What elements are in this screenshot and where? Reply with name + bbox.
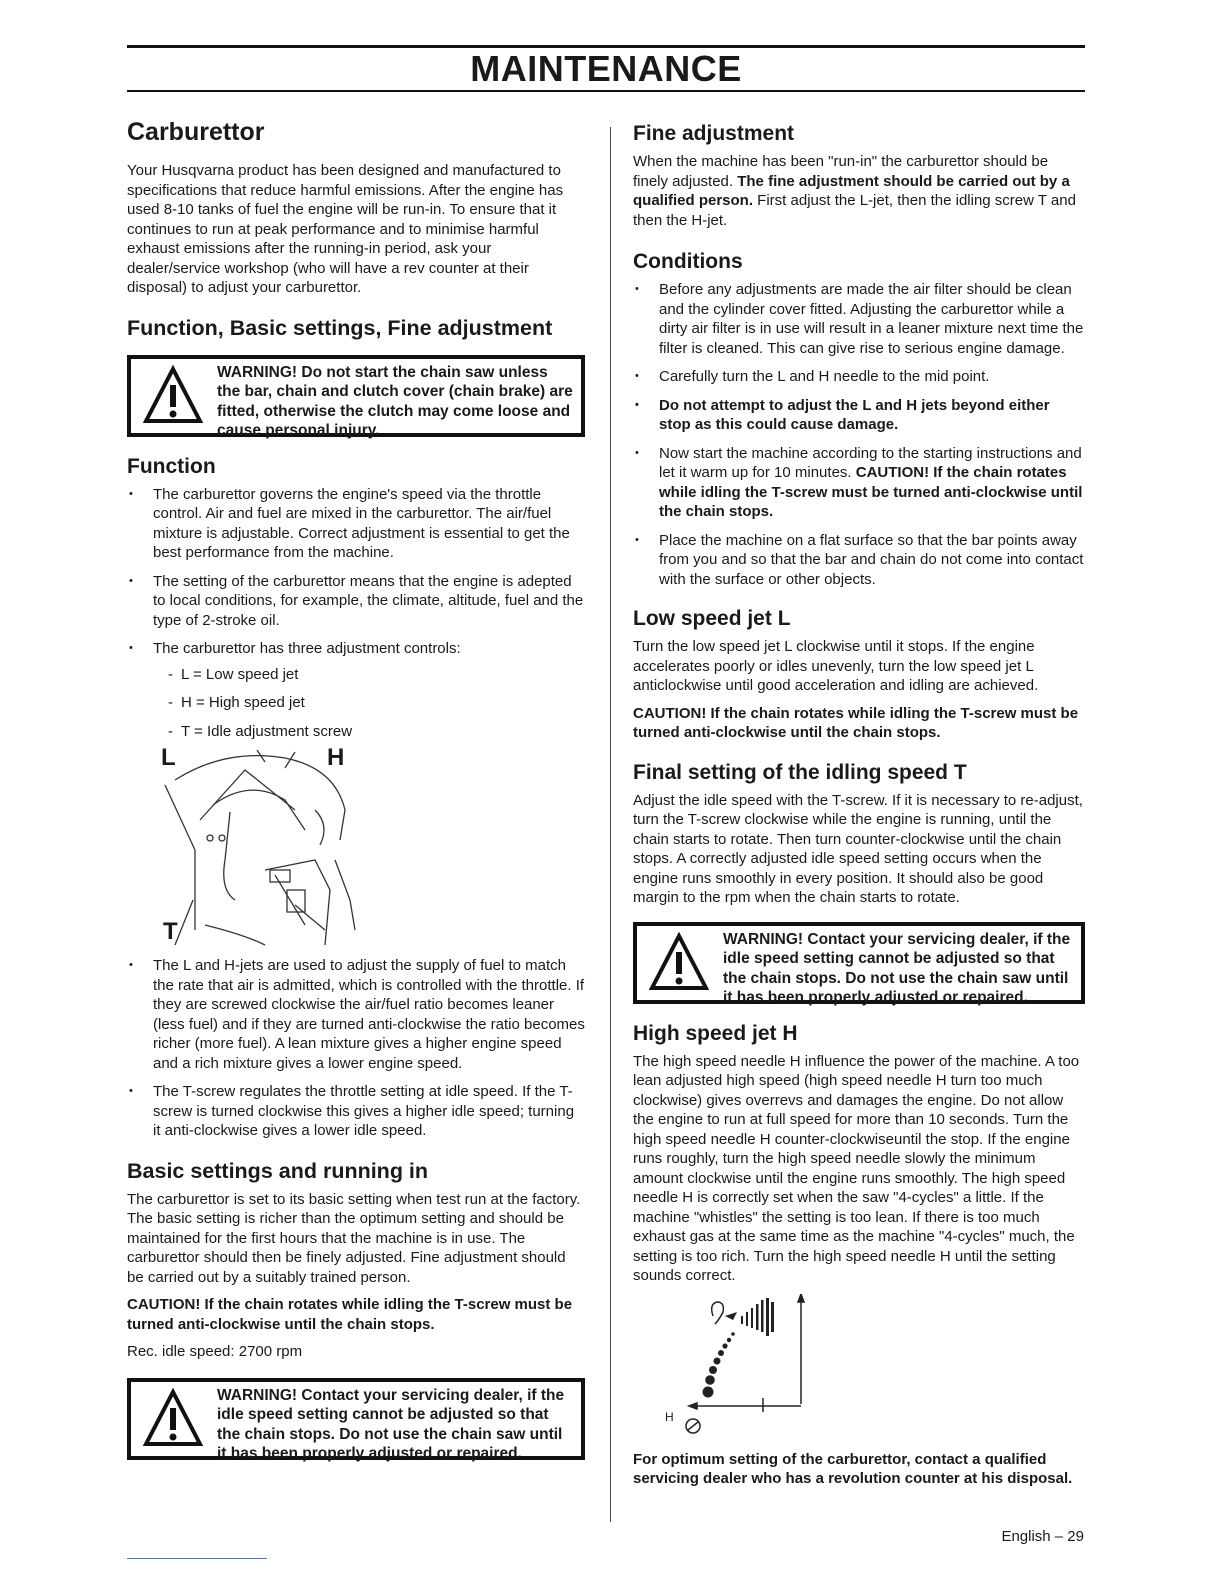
left-column [127, 118, 585, 1474]
page-title: MAINTENANCE [470, 48, 742, 89]
controls-list [153, 665, 585, 742]
low-speed-text: Turn the low speed jet L clockwise until it stops. If the engine accelerates poorly or idles unevenly, turn the low speed jet L anticlockwise until good acceleration and idling are achieved. [633, 638, 1039, 694]
page-number: English – 29 [1001, 1528, 1084, 1545]
carburettor-heading: Carburettor [127, 118, 265, 146]
basic-caution: CAUTION! If the chain rotates while idling the T-screw must be turned anti-clockwise until the chain stops. [127, 1296, 573, 1333]
sound-adjustment-drawing [653, 1294, 853, 1444]
list-item: • The L and H-jets are used to adjust the supply of fuel to match the rate that air is admitted, which is controlled with the throttle. If they are screwed clockwise the air/fuel ratio becomes leaner (less fuel) and if they are turned anti-clockwise the ratio becomes richer (more fuel). A lean mixture gives a higher engine speed and a rich mixture gives a lower engine speed. [127, 956, 585, 1073]
rpm-dots [703, 1332, 735, 1397]
warning-box-idle [127, 1378, 585, 1460]
function-basic-fine-heading: Function, Basic settings, Fine adjustment [127, 315, 553, 340]
list-item-text: Now start the machine according to the starting instructions and let it warm up for 10 minutes. [659, 444, 1082, 481]
low-speed-heading: Low speed jet L [633, 607, 791, 630]
basic-settings-heading: Basic settings and running in [127, 1158, 429, 1183]
carburettor-figure [127, 744, 585, 950]
final-note: For optimum setting of the carburettor, contact a qualified servicing dealer who has a revolution counter at his disposal. [633, 1450, 1073, 1487]
conditions-heading: Conditions [633, 250, 743, 273]
list-item [127, 639, 585, 741]
function-heading: Function [127, 454, 216, 478]
high-speed-figure [633, 1294, 1085, 1446]
list-item: • Before any adjustments are made the air filter should be clean and the cylinder cover fitted. Adjusting the carburettor while a dirty air filter is in use will result in a leaner mixture next time the filter is cleaned. This can give rise to serious engine damage. [633, 280, 1085, 358]
list-item: • The setting of the carburettor means that the engine is adepted to local conditions, for example, the climate, altitude, fuel and the type of 2-stroke oil. [127, 572, 585, 631]
fine-adjustment-text [633, 152, 1085, 230]
figure-label-l: L [161, 744, 176, 771]
list-item [633, 444, 1085, 522]
function-list [127, 485, 585, 742]
warning-text: WARNING! Do not start the chain saw unless the bar, chain and clutch cover (chain brake) are fitted, otherwise the clutch may come loose and cause personal injury. [217, 363, 573, 439]
warning-box-start [127, 355, 585, 437]
fine-text-part: When the machine has been "run-in" the carburettor should be finely adjusted. [633, 153, 1049, 190]
list-item-text: The carburettor has three adjustment controls: [153, 640, 461, 657]
warning-triangle-icon [649, 932, 709, 992]
fine-text-bold: The fine adjustment should be carried out by a qualified person. [633, 172, 1070, 209]
warning-triangle-icon [143, 1388, 203, 1448]
list-item: • Do not attempt to adjust the L and H jets beyond either stop as this could cause damage. [633, 396, 1085, 435]
fine-text-part: First adjust the L-jet, then the idling screw T and then the H-jet. [633, 192, 1076, 229]
warning-triangle-icon [143, 365, 203, 425]
sound-wave-icon [725, 1298, 774, 1336]
list-item: - T = Idle adjustment screw [153, 722, 585, 742]
carburettor-drawing [155, 750, 385, 950]
figure-label-h: H [665, 1409, 674, 1424]
warning-box-idle-right [633, 922, 1085, 1004]
carburettor-intro: Your Husqvarna product has been designed and manufactured to specifications that reduce harmful emissions. After the engine has used 8-10 tanks of fuel the engine will be run-in. To ensure that it continues to run at peak performance and to minimise harmful exhaust emissions after the running-in period, ask your dealer/service workshop (who will have a rev counter at their disposal) to adjust your carburettor. [127, 162, 564, 296]
ear-icon [712, 1302, 724, 1324]
list-item: • Carefully turn the L and H needle to the mid point. [633, 367, 1085, 387]
basic-settings-text: The carburettor is set to its basic setting when test run at the factory. The basic setting is richer than the optimum setting and should be maintained for the first hours that the machine is in use. The carburettor should then be finely adjusted. Fine adjustment should be carried out by a suitably trained person. [127, 1190, 581, 1286]
list-item: - L = Low speed jet [153, 665, 585, 685]
right-column [633, 118, 1085, 1497]
column-divider [610, 127, 611, 1522]
low-speed-caution: CAUTION! If the chain rotates while idling the T-screw must be turned anti-clockwise until the chain stops. [633, 704, 1079, 741]
jets-list [127, 956, 585, 1141]
figure-label-t: T [163, 918, 178, 945]
warning-text: WARNING! Contact your servicing dealer, if the idle speed setting cannot be adjusted so that the chain stops. Do not use the chain saw until it has been properly adjusted or repaired. [723, 930, 1071, 1006]
list-item: - H = High speed jet [153, 693, 585, 713]
conditions-list [633, 280, 1085, 589]
warning-text: WARNING! Contact your servicing dealer, if the idle speed setting cannot be adjusted so that the chain stops. Do not use the chain saw until it has been properly adjusted or repaired. [217, 1386, 565, 1462]
final-setting-text: Adjust the idle speed with the T-screw. If it is necessary to re-adjust, turn the T-screw clockwise while the engine is running, until the chain starts to rotate. Then turn counter-clockwise until the chain stops. A correctly adjusted idle speed setting occurs when the engine runs smoothly in every position. It should also be good margin to the rpm when the chain starts to rotate. [633, 791, 1083, 906]
list-item: • The carburettor governs the engine's speed via the throttle control. Air and fuel are mixed in the carburettor. The air/fuel mixture is adjustable. Correct adjustment is essential to get the best performance from the machine. [127, 485, 585, 563]
rec-idle-speed: Rec. idle speed: 2700 rpm [127, 1343, 303, 1360]
high-speed-text: The high speed needle H influence the power of the machine. A too lean adjusted high speed (high speed needle H turn too much clockwise) gives overrevs and damages the engine. Do not allow the engine to run at full speed for more than 10 seconds. Turn the high speed needle H counter-clockwiseuntil the stop. If the engine runs roughly, turn the high speed needle slowly the minimum amount clockwise until the engine runs smoothly. The high speed needle H is correctly set when the saw "4-cycles" a little. If the machine "whistles" the setting is too lean. If there is too much exhaust gas at the same time as the machine "4-cycles" much, the setting is too rich. Turn the high speed needle H until the setting sounds correct. [633, 1052, 1080, 1284]
footer-rule [127, 1558, 267, 1559]
list-item: • Place the machine on a flat surface so that the bar points away from you and so that the bar and chain do not come into contact with the surface or other objects. [633, 531, 1085, 590]
figure-label-h: H [327, 744, 345, 771]
fine-adjustment-heading: Fine adjustment [633, 122, 795, 145]
high-speed-heading: High speed jet H [633, 1021, 798, 1045]
list-item-caution: CAUTION! If the chain rotates while idling the T-screw must be turned anti-clockwise until the chain stops. [659, 464, 1083, 520]
list-item: • The T-screw regulates the throttle setting at idle speed. If the T-screw is turned clockwise this gives a higher idle speed; turning it anti-clockwise gives a lower idle speed. [127, 1082, 585, 1141]
final-setting-heading: Final setting of the idling speed T [633, 760, 967, 784]
header-bottom-rule [127, 90, 1085, 92]
